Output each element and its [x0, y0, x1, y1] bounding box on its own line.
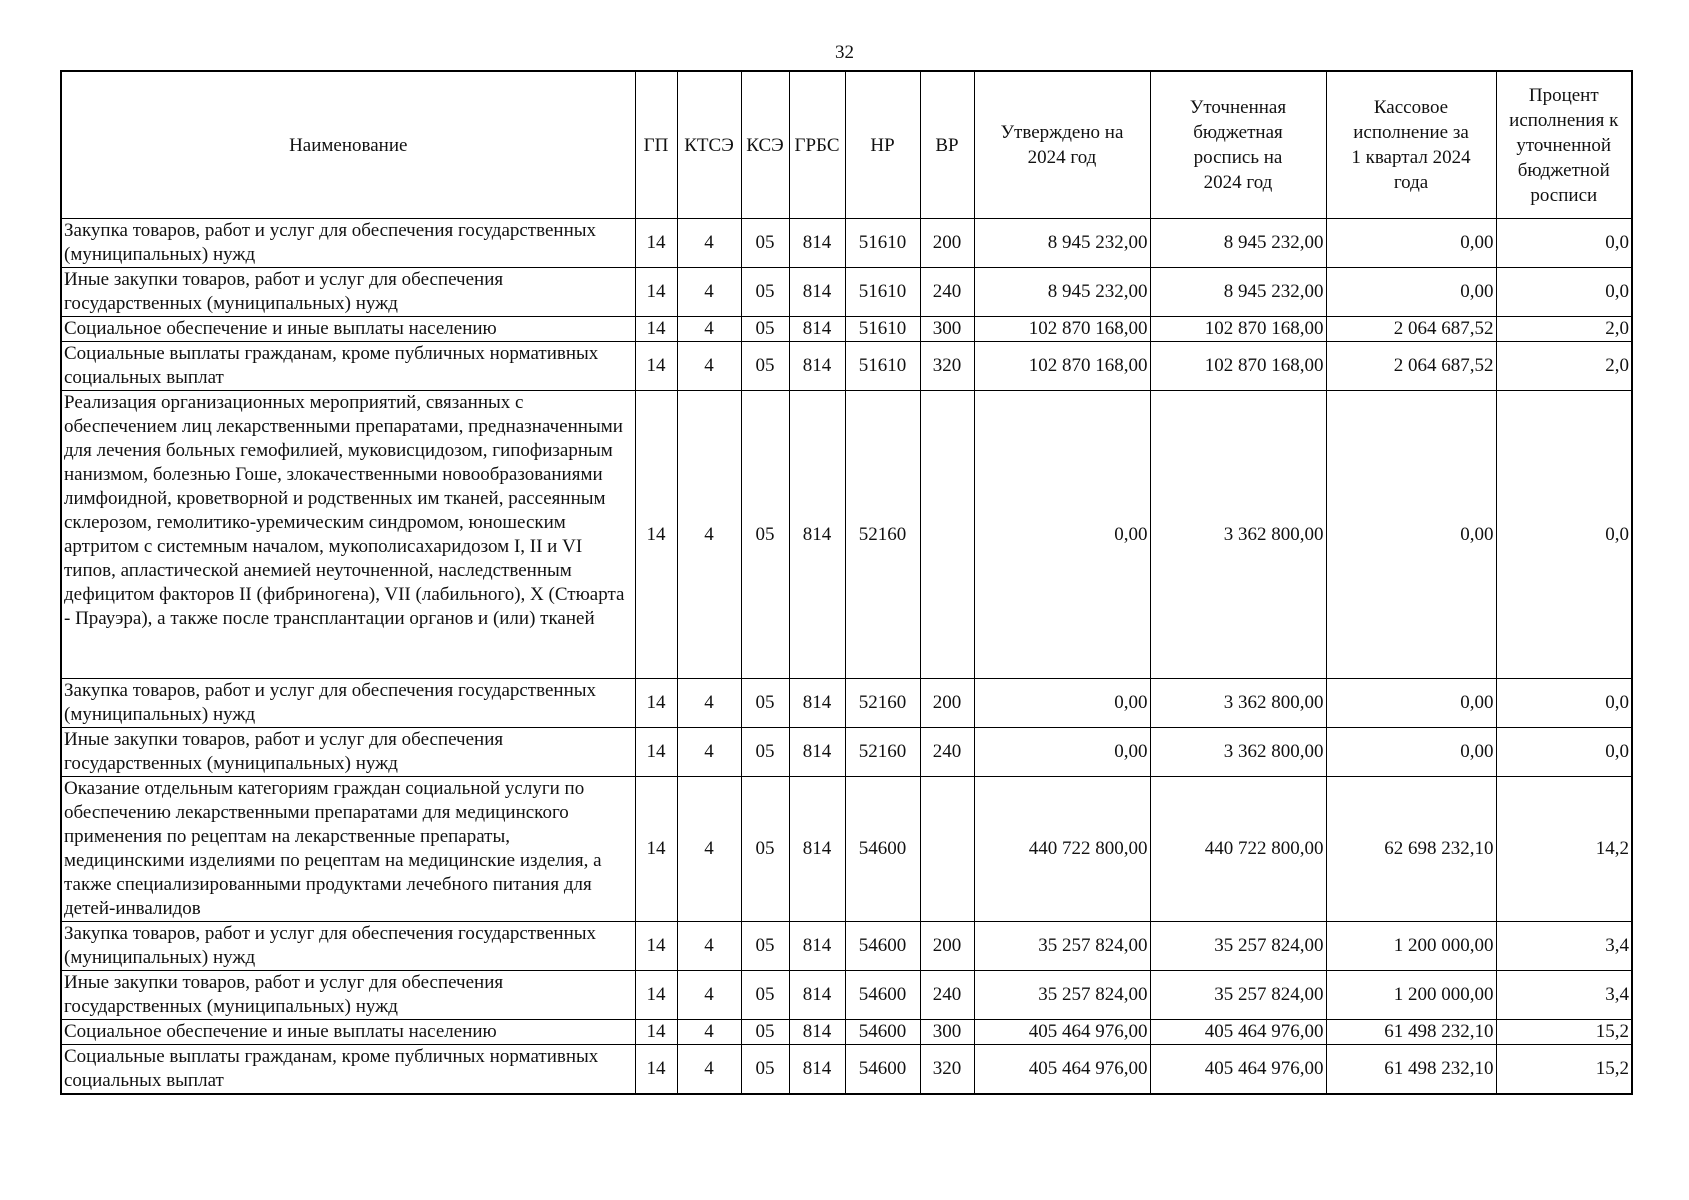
cell-approved: 0,00: [974, 391, 1150, 679]
header-nr: НР: [845, 71, 920, 219]
cell-refined: 3 362 800,00: [1150, 391, 1326, 679]
cell-ktse: 4: [677, 728, 741, 777]
cell-nr: 54600: [845, 777, 920, 922]
cell-grbs: 814: [789, 777, 845, 922]
cell-ktse: 4: [677, 1045, 741, 1095]
cell-gp: 14: [635, 219, 677, 268]
cell-vr: 320: [920, 1045, 974, 1095]
cell-kse: 05: [741, 317, 789, 342]
cell-vr: 200: [920, 679, 974, 728]
page-number: 32: [835, 42, 854, 63]
cell-nr: 52160: [845, 391, 920, 679]
table-row: [61, 728, 1632, 777]
cell-kse: 05: [741, 971, 789, 1020]
cell-kse: 05: [741, 728, 789, 777]
cell-percent: 3,4: [1496, 922, 1632, 971]
cell-name: Социальные выплаты гражданам, кроме публичных нормативных социальных выплат: [61, 342, 635, 391]
table-row: [61, 679, 1632, 728]
cell-percent: 14,2: [1496, 777, 1632, 922]
cell-refined: 102 870 168,00: [1150, 317, 1326, 342]
cell-percent: 2,0: [1496, 317, 1632, 342]
cell-kse: 05: [741, 1020, 789, 1045]
cell-approved: 405 464 976,00: [974, 1045, 1150, 1095]
cell-vr: 200: [920, 922, 974, 971]
cell-name: Иные закупки товаров, работ и услуг для обеспечения государственных (муниципальных) нужд: [61, 971, 635, 1020]
cell-gp: 14: [635, 317, 677, 342]
table-row: [61, 391, 1632, 679]
cell-cash: 0,00: [1326, 728, 1496, 777]
cell-name: Оказание отдельным категориям граждан социальной услуги по обеспечению лекарственными препаратами для медицинского применения по рецептам на лекарственные препараты, медицинскими изделиями по рецептам на медицинские изделия, а также специализированными продуктами лечебного питания для детей-инвалидов: [61, 777, 635, 922]
cell-grbs: 814: [789, 971, 845, 1020]
cell-ktse: 4: [677, 777, 741, 922]
cell-name: Закупка товаров, работ и услуг для обеспечения государственных (муниципальных) нужд: [61, 219, 635, 268]
cell-grbs: 814: [789, 342, 845, 391]
header-cash: Кассовое исполнение за 1 квартал 2024 года: [1326, 71, 1496, 219]
cell-nr: 54600: [845, 922, 920, 971]
cell-name: Социальное обеспечение и иные выплаты населению: [61, 1020, 635, 1045]
cell-grbs: 814: [789, 922, 845, 971]
header-refined: Уточненная бюджетная роспись на 2024 год: [1150, 71, 1326, 219]
cell-vr: 240: [920, 728, 974, 777]
cell-grbs: 814: [789, 1045, 845, 1095]
cell-kse: 05: [741, 777, 789, 922]
cell-percent: 0,0: [1496, 219, 1632, 268]
cell-gp: 14: [635, 268, 677, 317]
cell-refined: 35 257 824,00: [1150, 922, 1326, 971]
cell-percent: 3,4: [1496, 971, 1632, 1020]
cell-approved: 8 945 232,00: [974, 219, 1150, 268]
cell-approved: 440 722 800,00: [974, 777, 1150, 922]
cell-approved: 35 257 824,00: [974, 971, 1150, 1020]
cell-approved: 102 870 168,00: [974, 317, 1150, 342]
header-vr: ВР: [920, 71, 974, 219]
cell-name: Реализация организационных мероприятий, связанных с обеспечением лиц лекарственными препаратами, предназначенными для лечения больных гемофилией, муковисцидозом, гипофизарным нанизмом, болезнью Гоше, злокачественными новообразованиями лимфоидной, кроветворной и родственных им тканей, рассеянным склерозом, гемолитико-уремическим синдромом, юношеским артритом с системным началом, мукополисахаридозом I, II и VI типов, апластической анемией неуточненной, наследственным дефицитом факторов II (фибриногена), VII (лабильного), X (Стюарта - Прауэра), а также после трансплантации органов и (или) тканей: [61, 391, 635, 679]
cell-approved: 8 945 232,00: [974, 268, 1150, 317]
table-header: [61, 71, 1632, 219]
cell-gp: 14: [635, 391, 677, 679]
cell-ktse: 4: [677, 679, 741, 728]
cell-name: Социальное обеспечение и иные выплаты населению: [61, 317, 635, 342]
cell-ktse: 4: [677, 219, 741, 268]
cell-cash: 61 498 232,10: [1326, 1045, 1496, 1095]
cell-gp: 14: [635, 679, 677, 728]
table-row: [61, 777, 1632, 922]
cell-cash: 0,00: [1326, 679, 1496, 728]
cell-nr: 52160: [845, 679, 920, 728]
cell-ktse: 4: [677, 391, 741, 679]
cell-gp: 14: [635, 922, 677, 971]
header-ktse: КТСЭ: [677, 71, 741, 219]
cell-kse: 05: [741, 1045, 789, 1095]
budget-table: [60, 70, 1633, 1095]
cell-ktse: 4: [677, 971, 741, 1020]
cell-refined: 8 945 232,00: [1150, 268, 1326, 317]
cell-vr: 240: [920, 971, 974, 1020]
cell-cash: 0,00: [1326, 391, 1496, 679]
cell-name: Иные закупки товаров, работ и услуг для обеспечения государственных (муниципальных) нужд: [61, 268, 635, 317]
cell-approved: 0,00: [974, 679, 1150, 728]
cell-percent: 0,0: [1496, 728, 1632, 777]
cell-nr: 51610: [845, 317, 920, 342]
table-row: [61, 922, 1632, 971]
cell-ktse: 4: [677, 268, 741, 317]
header-name: Наименование: [61, 71, 635, 219]
cell-kse: 05: [741, 922, 789, 971]
cell-percent: 15,2: [1496, 1020, 1632, 1045]
cell-approved: 405 464 976,00: [974, 1020, 1150, 1045]
table-row: [61, 1045, 1632, 1095]
table-row: [61, 1020, 1632, 1045]
cell-cash: 1 200 000,00: [1326, 971, 1496, 1020]
cell-nr: 51610: [845, 342, 920, 391]
cell-refined: 3 362 800,00: [1150, 679, 1326, 728]
cell-refined: 405 464 976,00: [1150, 1045, 1326, 1095]
cell-refined: 102 870 168,00: [1150, 342, 1326, 391]
table-row: [61, 342, 1632, 391]
cell-kse: 05: [741, 679, 789, 728]
cell-cash: 2 064 687,52: [1326, 342, 1496, 391]
cell-gp: 14: [635, 1045, 677, 1095]
table-row: [61, 268, 1632, 317]
cell-vr: [920, 777, 974, 922]
table-row: [61, 971, 1632, 1020]
cell-refined: 35 257 824,00: [1150, 971, 1326, 1020]
header-approved: Утверждено на 2024 год: [974, 71, 1150, 219]
cell-cash: 62 698 232,10: [1326, 777, 1496, 922]
cell-nr: 51610: [845, 268, 920, 317]
header-percent: Процент исполнения к уточненной бюджетной росписи: [1496, 71, 1632, 219]
cell-grbs: 814: [789, 219, 845, 268]
cell-percent: 15,2: [1496, 1045, 1632, 1095]
table-body: [61, 219, 1632, 1095]
cell-vr: 200: [920, 219, 974, 268]
cell-kse: 05: [741, 219, 789, 268]
cell-cash: 1 200 000,00: [1326, 922, 1496, 971]
cell-percent: 0,0: [1496, 679, 1632, 728]
cell-nr: 51610: [845, 219, 920, 268]
cell-approved: 0,00: [974, 728, 1150, 777]
cell-ktse: 4: [677, 922, 741, 971]
cell-cash: 61 498 232,10: [1326, 1020, 1496, 1045]
cell-nr: 52160: [845, 728, 920, 777]
cell-gp: 14: [635, 777, 677, 922]
cell-percent: 0,0: [1496, 391, 1632, 679]
header-grbs: ГРБС: [789, 71, 845, 219]
cell-name: Закупка товаров, работ и услуг для обеспечения государственных (муниципальных) нужд: [61, 922, 635, 971]
cell-grbs: 814: [789, 1020, 845, 1045]
cell-vr: 300: [920, 317, 974, 342]
cell-refined: 3 362 800,00: [1150, 728, 1326, 777]
cell-name: Иные закупки товаров, работ и услуг для обеспечения государственных (муниципальных) нужд: [61, 728, 635, 777]
cell-percent: 0,0: [1496, 268, 1632, 317]
cell-grbs: 814: [789, 728, 845, 777]
header-kse: КСЭ: [741, 71, 789, 219]
cell-kse: 05: [741, 342, 789, 391]
table-row: [61, 219, 1632, 268]
header-gp: ГП: [635, 71, 677, 219]
cell-cash: 0,00: [1326, 219, 1496, 268]
cell-gp: 14: [635, 1020, 677, 1045]
cell-grbs: 814: [789, 679, 845, 728]
cell-vr: 240: [920, 268, 974, 317]
cell-percent: 2,0: [1496, 342, 1632, 391]
cell-kse: 05: [741, 391, 789, 679]
cell-ktse: 4: [677, 342, 741, 391]
cell-vr: [920, 391, 974, 679]
cell-ktse: 4: [677, 317, 741, 342]
cell-nr: 54600: [845, 1020, 920, 1045]
cell-refined: 8 945 232,00: [1150, 219, 1326, 268]
cell-nr: 54600: [845, 971, 920, 1020]
cell-refined: 440 722 800,00: [1150, 777, 1326, 922]
cell-vr: 300: [920, 1020, 974, 1045]
cell-grbs: 814: [789, 268, 845, 317]
cell-gp: 14: [635, 728, 677, 777]
cell-vr: 320: [920, 342, 974, 391]
cell-grbs: 814: [789, 391, 845, 679]
cell-refined: 405 464 976,00: [1150, 1020, 1326, 1045]
cell-gp: 14: [635, 342, 677, 391]
cell-cash: 2 064 687,52: [1326, 317, 1496, 342]
header-row: [61, 71, 1632, 219]
cell-name: Закупка товаров, работ и услуг для обеспечения государственных (муниципальных) нужд: [61, 679, 635, 728]
cell-approved: 102 870 168,00: [974, 342, 1150, 391]
table-row: [61, 317, 1632, 342]
cell-nr: 54600: [845, 1045, 920, 1095]
cell-kse: 05: [741, 268, 789, 317]
cell-approved: 35 257 824,00: [974, 922, 1150, 971]
cell-gp: 14: [635, 971, 677, 1020]
cell-grbs: 814: [789, 317, 845, 342]
cell-cash: 0,00: [1326, 268, 1496, 317]
cell-name: Социальные выплаты гражданам, кроме публичных нормативных социальных выплат: [61, 1045, 635, 1095]
cell-ktse: 4: [677, 1020, 741, 1045]
